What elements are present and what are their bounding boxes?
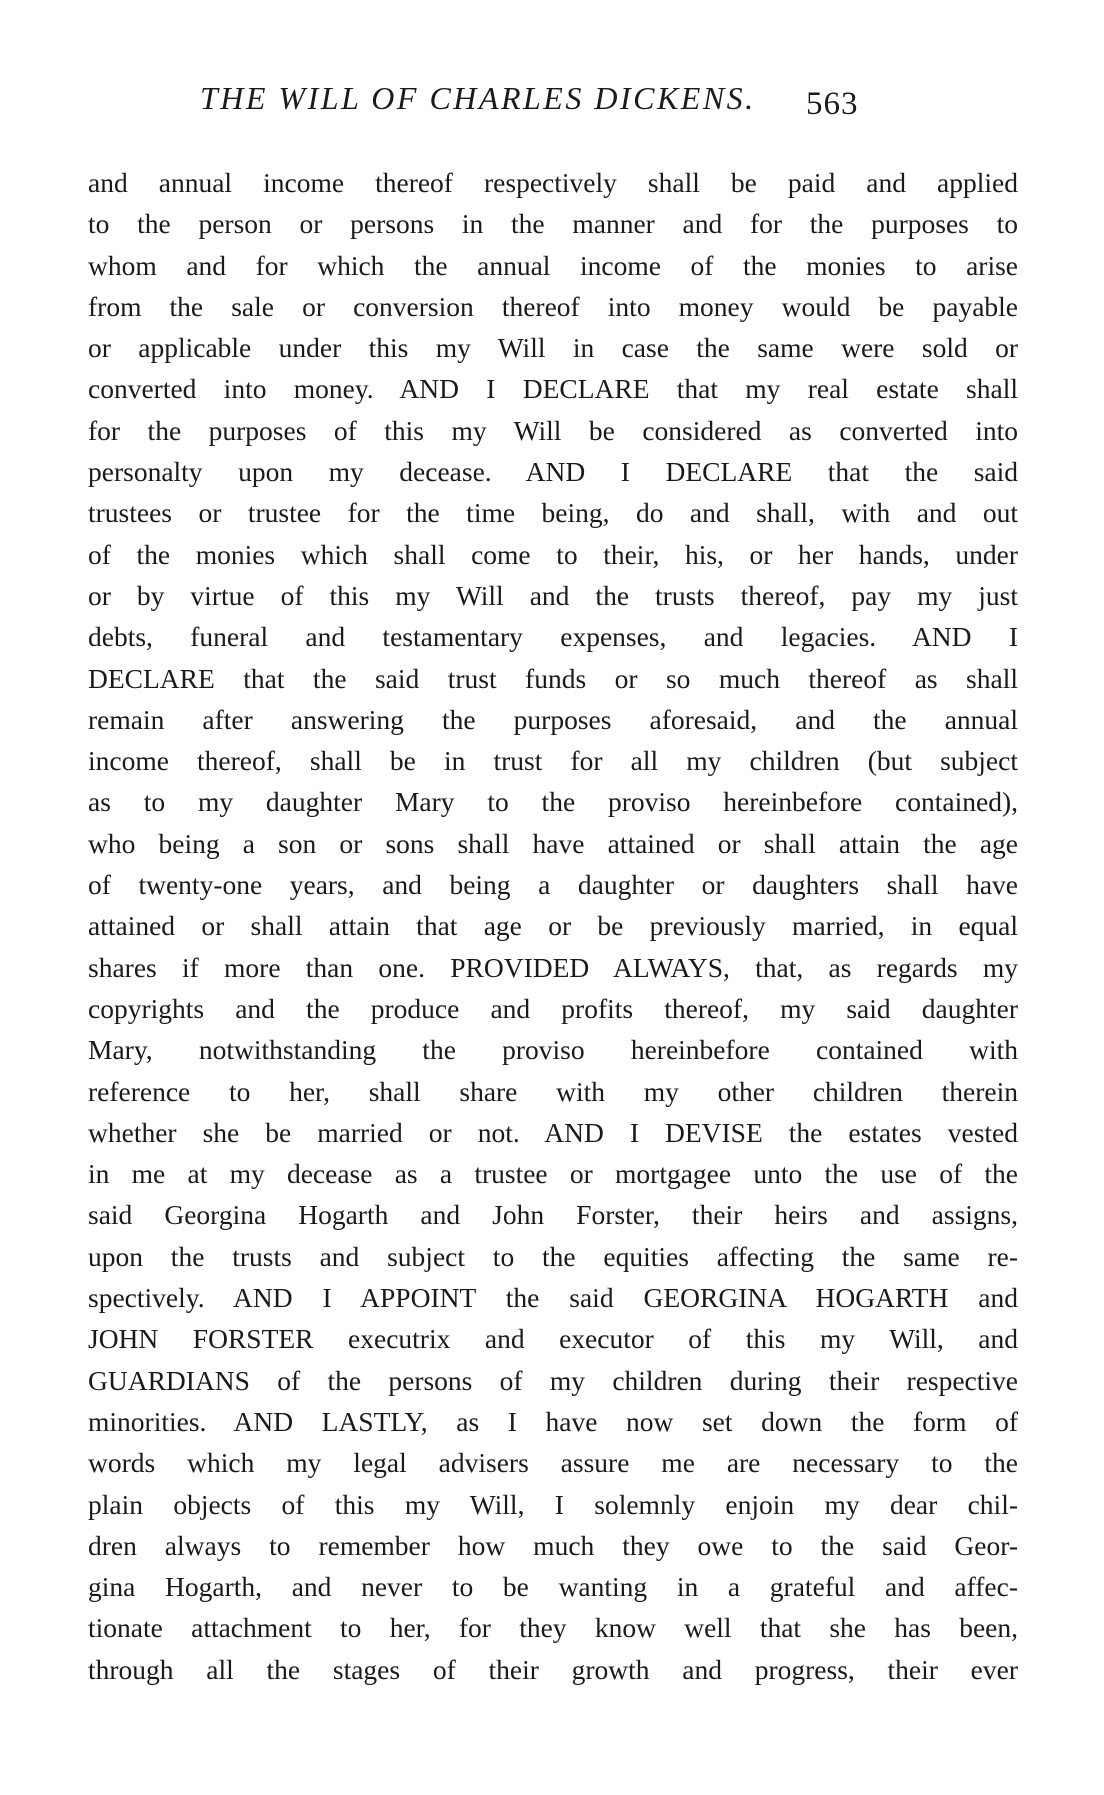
text-line	[88, 905, 1018, 946]
text-line	[88, 616, 1018, 657]
text-line-content: dren always to remember how much they owe to the said Geor-	[88, 1529, 1018, 1561]
text-line-content: in me at my decease as a trustee or mortgagee unto the use of the	[88, 1158, 1018, 1190]
text-line	[88, 1236, 1018, 1277]
text-line-content: from the sale or conversion thereof into money would be payable	[88, 290, 1018, 322]
text-line-content: upon the trusts and subject to the equities affecting the same re-	[88, 1240, 1018, 1272]
text-line-content: Mary, notwithstanding the proviso hereinbefore contained with	[88, 1034, 1018, 1066]
text-line	[88, 368, 1018, 409]
text-line-content: spectively. AND I APPOINT the said GEORGINA HOGARTH and	[88, 1282, 1018, 1314]
text-line-content: whom and for which the annual income of the monies to arise	[88, 249, 1018, 281]
text-line-content: debts, funeral and testamentary expenses, and legacies. AND I	[88, 621, 1018, 653]
text-line	[88, 1484, 1018, 1525]
text-line	[88, 1029, 1018, 1070]
text-line	[88, 1649, 1018, 1690]
text-line-content: trustees or trustee for the time being, do and shall, with and out	[88, 497, 1018, 529]
text-line-content: and annual income thereof respectively shall be paid and applied	[88, 167, 1018, 198]
text-line	[88, 286, 1018, 327]
text-line	[88, 534, 1018, 575]
text-line	[88, 203, 1018, 244]
text-line-content: who being a son or sons shall have attained or shall attain the age	[88, 827, 1018, 859]
text-line-content: converted into money. AND I DECLARE that my real estate shall	[88, 373, 1018, 405]
text-line	[88, 1112, 1018, 1153]
text-line	[88, 947, 1018, 988]
text-line	[88, 1442, 1018, 1483]
text-line-content: attained or shall attain that age or be previously married, in equal	[88, 910, 1018, 942]
text-line	[88, 492, 1018, 533]
text-line	[88, 1153, 1018, 1194]
text-line	[88, 1401, 1018, 1442]
running-head	[180, 78, 920, 128]
page-number: 563	[806, 86, 859, 122]
text-line	[88, 1607, 1018, 1648]
text-line-content: or by virtue of this my Will and the trusts thereof, pay my just	[88, 579, 1018, 611]
text-line	[88, 410, 1018, 451]
text-line-content: copyrights and the produce and profits thereof, my said daughter	[88, 992, 1018, 1024]
body-text	[88, 162, 1018, 1690]
text-line	[88, 823, 1018, 864]
text-line-content: income thereof, shall be in trust for all my children (but subject	[88, 745, 1018, 777]
text-line-content: through all the stages of their growth and progress, their ever	[88, 1653, 1018, 1685]
text-line	[88, 1566, 1018, 1607]
text-line	[88, 781, 1018, 822]
text-line-content: of twenty-one years, and being a daughter or daughters shall have	[88, 869, 1018, 901]
text-line	[88, 451, 1018, 492]
text-line	[88, 658, 1018, 699]
text-line	[88, 245, 1018, 286]
text-line	[88, 1360, 1018, 1401]
text-line-content: of the monies which shall come to their, his, or her hands, under	[88, 538, 1018, 570]
text-line-content: DECLARE that the said trust funds or so much thereof as shall	[88, 662, 1018, 694]
text-line	[88, 575, 1018, 616]
text-line-content: to the person or persons in the manner and for the purposes to	[88, 208, 1018, 240]
text-line-content: plain objects of this my Will, I solemnly enjoin my dear chil-	[88, 1488, 1018, 1520]
text-line-content: personalty upon my decease. AND I DECLARE that the said	[88, 456, 1018, 488]
text-line-content: for the purposes of this my Will be considered as converted into	[88, 414, 1018, 446]
text-line	[88, 699, 1018, 740]
running-title: THE WILL OF CHARLES DICKENS.	[200, 80, 756, 116]
text-line	[88, 162, 1018, 203]
text-line-content: or applicable under this my Will in case the same were sold or	[88, 332, 1018, 364]
text-line-content: as to my daughter Mary to the proviso hereinbefore contained),	[88, 786, 1018, 818]
text-line-content: GUARDIANS of the persons of my children during their respective	[88, 1364, 1018, 1396]
text-line-content: reference to her, shall share with my other children therein	[88, 1075, 1018, 1107]
text-line-content: JOHN FORSTER executrix and executor of this my Will, and	[88, 1323, 1018, 1355]
text-line-content: gina Hogarth, and never to be wanting in a grateful and affec-	[88, 1571, 1018, 1603]
text-line	[88, 1071, 1018, 1112]
text-line	[88, 1318, 1018, 1359]
text-line-content: tionate attachment to her, for they know well that she has been,	[88, 1612, 1018, 1644]
text-line	[88, 864, 1018, 905]
text-line	[88, 327, 1018, 368]
text-line-content: remain after answering the purposes aforesaid, and the annual	[88, 703, 1018, 735]
text-line-content: whether she be married or not. AND I DEVISE the estates vested	[88, 1116, 1018, 1148]
text-line-content: minorities. AND LASTLY, as I have now set down the form of	[88, 1405, 1018, 1437]
text-line-content: shares if more than one. PROVIDED ALWAYS, that, as regards my	[88, 951, 1018, 983]
text-line	[88, 740, 1018, 781]
text-line	[88, 1194, 1018, 1235]
text-line-content: said Georgina Hogarth and John Forster, their heirs and assigns,	[88, 1199, 1018, 1231]
text-line-content: words which my legal advisers assure me are necessary to the	[88, 1447, 1018, 1479]
text-line	[88, 988, 1018, 1029]
text-line	[88, 1525, 1018, 1566]
text-line	[88, 1277, 1018, 1318]
